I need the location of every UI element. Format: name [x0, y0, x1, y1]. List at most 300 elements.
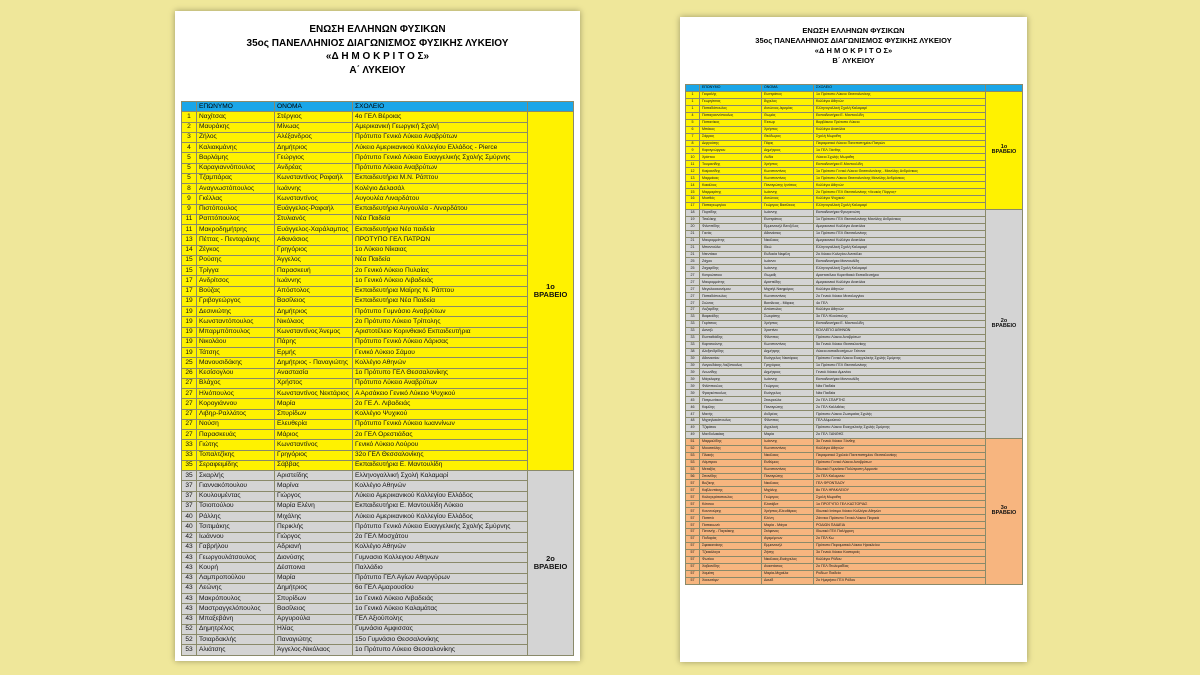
cell-rank: 25: [182, 358, 197, 368]
cell-school: Κολλέγιο Αθηνών: [814, 307, 986, 314]
table-row: [686, 272, 1023, 279]
cell-name: Χρήστος: [762, 161, 814, 168]
cell-rank: 25: [686, 265, 700, 272]
cell-school: 4ο ΓΕΛ Βέροιας: [353, 112, 528, 122]
cell-name: Σωκράτης: [762, 313, 814, 320]
cell-name: Μαρία Ελένη: [275, 501, 353, 511]
table-row: [182, 522, 574, 532]
cell-name: Μαρία: [275, 399, 353, 409]
cell-surname: Σπανίδης: [700, 473, 762, 480]
table-row: [686, 105, 1023, 112]
cell-surname: Ναχίτσας: [197, 112, 275, 122]
cell-surname: Παπαγεωργίου: [700, 202, 762, 209]
cell-surname: Ποδαράς: [700, 535, 762, 542]
cell-school: ΓΕΛ ΦΡΟΝΤΙΔΟΥ: [814, 480, 986, 487]
cell-school: 2ο Πρότυπο ΓΕΛ Θεσσαλονίκης «Λευκός Πύργος»: [814, 189, 986, 196]
cell-surname: Μουσσάλης: [700, 445, 762, 452]
cell-rank: 52: [182, 624, 197, 634]
cell-rank: 57: [686, 515, 700, 522]
cell-name: Ιδεώ: [762, 244, 814, 251]
cell-name: Χριστίνα: [762, 327, 814, 334]
table-row: [686, 355, 1023, 362]
cell-name: Πάρις: [762, 140, 814, 147]
cell-rank: 39: [686, 383, 700, 390]
cell-surname: Παπαγιαννόπουλος: [700, 112, 762, 119]
table-row: [686, 147, 1023, 154]
column-header-surname: ΕΠΩΝΥΜΟ: [700, 85, 762, 92]
cell-school: Κολλέγιο Ανατόλια: [814, 126, 986, 133]
cell-name: Ελευθερία: [275, 419, 353, 429]
cell-surname: Πετανής - Παγκάκης: [700, 529, 762, 536]
cell-school: Ελληνογαλλική Σχολή Καλαμαρί: [814, 105, 986, 112]
cell-rank: 20: [686, 223, 700, 230]
cell-rank: 46: [686, 404, 700, 411]
cell-rank: 15: [182, 255, 197, 265]
cell-name: Σπυρίδων: [275, 409, 353, 419]
cell-rank: 43: [182, 553, 197, 563]
cell-name: Νικόλαος: [762, 452, 814, 459]
table-row: [686, 556, 1023, 563]
cell-name: Δημήτριος: [762, 369, 814, 376]
cell-name: Αντώνιος: [762, 196, 814, 203]
cell-school: 4ο ΓΕΛ: [814, 300, 986, 307]
cell-rank: 39: [686, 362, 700, 369]
table-row: [182, 573, 574, 583]
cell-rank: 43: [182, 563, 197, 573]
cell-rank: 19: [182, 337, 197, 347]
cell-surname: Χαμάτη: [700, 570, 762, 577]
cell-school: Κολλέγιο Ψυχικού: [814, 196, 986, 203]
cell-rank: 57: [686, 549, 700, 556]
table-row: [686, 549, 1023, 556]
cell-surname: Κεσίσογλου: [197, 368, 275, 378]
cell-name: Δημήτριος - Παναγιώτης: [275, 358, 353, 368]
cell-surname: Μανδυλακάκη: [700, 431, 762, 438]
cell-surname: Τζιακάλογα: [700, 549, 762, 556]
cell-rank: 27: [182, 389, 197, 399]
table-row: [182, 399, 574, 409]
cell-school: Κολλέγιο Αθηνών: [814, 98, 986, 105]
table-row: [686, 577, 1023, 584]
table-row: [182, 194, 574, 204]
table-row: [686, 334, 1023, 341]
cell-school: Κολλέγιο Ψυχικού: [353, 409, 528, 419]
sheet-b-title-democritus: «Δ Η Μ Ο Κ Ρ Ι Τ Ο Σ»: [814, 46, 893, 55]
cell-school: 1ο Λύκειο Νίκαιας: [353, 245, 528, 255]
cell-surname: Σάρρας: [700, 133, 762, 140]
cell-rank: 53: [182, 645, 197, 655]
cell-name: Φίλιππος: [762, 334, 814, 341]
table-row: [182, 153, 574, 163]
cell-school: 6ο ΓΕΛ Αμαρουσίου: [353, 583, 528, 593]
cell-school: Νέα Παιδεία: [353, 255, 528, 265]
cell-school: 5ο Γενικό Λύκειο Θεσσαλονίκης: [814, 341, 986, 348]
cell-name: Περικλής: [275, 522, 353, 532]
sheet-a-title-democritus: «Δ Η Μ Ο Κ Ρ Ι Τ Ο Σ»: [325, 51, 430, 62]
table-row: [182, 501, 574, 511]
cell-school: Εκπαιδευτήρια Ε. Μαντουλίδη Λύκειο: [353, 501, 528, 511]
cell-rank: 33: [182, 450, 197, 460]
cell-rank: 5: [182, 153, 197, 163]
cell-school: Πρότυπο Γενικό Λύκειο Ιωαννίνων: [353, 419, 528, 429]
cell-school: Εκπαιδευτήρια Ε. Μαντουλίδη: [353, 460, 528, 470]
cell-rank: 43: [182, 583, 197, 593]
table-row: [182, 563, 574, 573]
cell-school: Κολλέγιο Αθηνών: [353, 481, 528, 491]
table-row: [182, 112, 574, 122]
cell-surname: Πατρωνάκου: [700, 397, 762, 404]
cell-rank: 5: [182, 173, 197, 183]
cell-rank: 27: [686, 293, 700, 300]
cell-surname: Φιλίππουλος: [700, 383, 762, 390]
table-row: [686, 563, 1023, 570]
cell-name: Παρασκευή: [275, 266, 353, 276]
cell-name: Αριστείδης: [275, 471, 353, 481]
cell-school: 2ο ΓΕΛ Πτολεμαΐδας: [814, 563, 986, 570]
cell-school: Κολέγιο Δελασάλ: [353, 184, 528, 194]
cell-name: Δαυίδ: [762, 577, 814, 584]
table-row: [182, 235, 574, 245]
cell-name: Ιωάννης: [762, 189, 814, 196]
column-header-award: [986, 85, 1023, 92]
cell-name: Νικόλαος: [275, 317, 353, 327]
cell-school: Ελληνογαλλική Σχολή Καλαμαρί: [814, 202, 986, 209]
cell-name: Κωνσταντίνος: [762, 466, 814, 473]
cell-surname: Λεώνης: [197, 583, 275, 593]
cell-rank: 14: [686, 182, 700, 189]
table-row: [686, 133, 1023, 140]
cell-surname: Βαρλάμης: [197, 153, 275, 163]
cell-school: 1ο Πρότυπο Γενικό Λύκειο Θεσσαλονίκης - Μανόλης Ανδρόνικος: [814, 168, 986, 175]
cell-rank: 33: [686, 313, 700, 320]
cell-surname: Τσιαρδακλής: [197, 635, 275, 645]
cell-school: Γενικό Λύκειο Λούρου: [353, 440, 528, 450]
cell-rank: 40: [182, 522, 197, 532]
sheet-b-results-table: [685, 84, 1023, 585]
cell-school: 1ο Πρότυπο ΓΕΛ Θεσσαλονίκης: [353, 368, 528, 378]
cell-name: Παναγιώτης Ιγνάτιος: [762, 182, 814, 189]
table-row: [686, 570, 1023, 577]
cell-surname: Ευσταθιάδης: [700, 334, 762, 341]
cell-surname: Σφακιανάκης: [700, 542, 762, 549]
cell-name: Σπυρίδων: [275, 594, 353, 604]
cell-school: Εκπαιδευτήρια Νέα παιδεία: [353, 225, 528, 235]
table-row: [686, 535, 1023, 542]
table-row: [182, 604, 574, 614]
table-row: [182, 204, 574, 214]
cell-rank: 49: [686, 424, 700, 431]
cell-school: Λύκειο εκπαιδευτήριων Γείτονα: [814, 348, 986, 355]
cell-rank: 4: [686, 112, 700, 119]
sheet-a-title-contest: 35ος ΠΑΝΕΛΛΗΝΙΟΣ ΔΙΑΓΩΝΙΣΜΟΣ ΦΥΣΙΚΗΣ ΛΥΚΕΙΟΥ: [246, 37, 509, 49]
cell-school: Εκπαιδευτήρια Μαντουλίδη: [814, 376, 986, 383]
cell-surname: Μεταξάς: [700, 466, 762, 473]
cell-rank: 11: [182, 214, 197, 224]
table-row: [686, 161, 1023, 168]
cell-name: Δημήτριος: [275, 583, 353, 593]
cell-school: 1ο Γενικό Λύκειο Καλαμάτας: [353, 604, 528, 614]
table-row: [686, 216, 1023, 223]
table-row: [182, 635, 574, 645]
cell-rank: 57: [686, 508, 700, 515]
cell-rank: 27: [686, 279, 700, 286]
cell-name: Ευάγγελος: [762, 390, 814, 397]
cell-school: Πρότυπο ΓΕΛ Αγίων Αναργύρων: [353, 573, 528, 583]
cell-surname: Κουντούρης: [700, 508, 762, 515]
cell-rank: 27: [686, 272, 700, 279]
cell-school: Πρότυπο Γενικό Λύκειο Αναβρύτων: [814, 459, 986, 466]
cell-surname: Καλιακμάνης: [197, 143, 275, 153]
cell-name: Αγγελική: [762, 424, 814, 431]
cell-surname: Κουλουμέντας: [197, 491, 275, 501]
table-row: [686, 313, 1023, 320]
table-row: [182, 214, 574, 224]
cell-school: Εκπαιδευτήρια Αυγουλέα - Λιναρδάτου: [353, 204, 528, 214]
cell-name: Γιώργος: [275, 491, 353, 501]
table-row: [686, 480, 1023, 487]
cell-name: Στυλιανός: [275, 214, 353, 224]
cell-surname: Καραγεώργιου: [700, 147, 762, 154]
cell-school: Αμερικανικό Κολλέγιο Ανατόλια: [814, 223, 986, 230]
table-row: [686, 452, 1023, 459]
table-row: [686, 168, 1023, 175]
cell-rank: 52: [686, 445, 700, 452]
cell-name: Κωνσταντίνος Ραφαήλ: [275, 173, 353, 183]
cell-school: Ιδιωτικό ΓΕΛ Παλήρροη: [814, 529, 986, 536]
table-row: [182, 409, 574, 419]
cell-name: Ευάγγελος Νεκτάριος: [762, 355, 814, 362]
cell-surname: Κοροyιάννου: [197, 399, 275, 409]
column-header-rank: [686, 85, 700, 92]
cell-rank: 17: [182, 276, 197, 286]
cell-school: Ιδιωτικό Γυμνάσιο Πολύτροπη Αρμονία: [814, 466, 986, 473]
table-row: [182, 594, 574, 604]
table-row: [182, 368, 574, 378]
cell-surname: Γεωργουλάτσουλος: [197, 553, 275, 563]
table-row: [182, 419, 574, 429]
cell-name: Κωνσταντίνος Άνεμος: [275, 327, 353, 337]
cell-rank: 19: [182, 307, 197, 317]
cell-rank: 35: [182, 471, 197, 481]
results-sheet-a-lykeiou: [175, 11, 580, 661]
cell-name: Μαρία-Μιχαέλα: [762, 570, 814, 577]
table-row: [182, 163, 574, 173]
table-row: [182, 624, 574, 634]
cell-rank: 21: [686, 230, 700, 237]
cell-name: Κωνσταντίνος: [275, 194, 353, 204]
cell-school: 3ο ΓΕΛ Ηλιούπολης: [814, 313, 986, 320]
cell-name: Ερμής: [275, 348, 353, 358]
table-row: [686, 202, 1023, 209]
cell-rank: 18: [686, 209, 700, 216]
cell-surname: Αλιάτσης: [197, 645, 275, 655]
table-row: [182, 296, 574, 306]
cell-name: Χρήστος-Ελευθέριος: [762, 508, 814, 515]
cell-name: Γεώργιος: [762, 383, 814, 390]
cell-school: Ελληνογαλλική Σχολή Καλαμαρί: [353, 471, 528, 481]
table-row: [182, 440, 574, 450]
cell-rank: 57: [686, 487, 700, 494]
cell-surname: Βαφειάδης: [700, 313, 762, 320]
cell-name: Αναστάσιος: [762, 563, 814, 570]
table-row: [686, 244, 1023, 251]
table-row: [686, 119, 1023, 126]
cell-name: Κωνσταντίνος: [275, 440, 353, 450]
cell-school: 2ο ΓΕ.Λ. Λιβαδειάς: [353, 399, 528, 409]
table-row: [686, 237, 1023, 244]
table-row: [686, 223, 1023, 230]
cell-school: 8ο ΓΕΛ ΗΡΑΚΛΕΙΟΥ: [814, 487, 986, 494]
cell-rank: 5: [182, 163, 197, 173]
cell-surname: Λεωνίδης: [700, 369, 762, 376]
cell-name: Θωμαΐς: [762, 272, 814, 279]
cell-rank: 27: [182, 419, 197, 429]
cell-rank: 8: [182, 184, 197, 194]
cell-surname: Λαγουδάκης Λαζόπουλος: [700, 362, 762, 369]
cell-surname: Λάμπρου: [700, 459, 762, 466]
cell-surname: Αναγνωστόπουλος: [197, 184, 275, 194]
sheet-a-results-table: [181, 101, 574, 656]
cell-rank: 47: [686, 411, 700, 418]
table-row: [686, 209, 1023, 216]
cell-surname: Ρούσης: [197, 255, 275, 265]
cell-name: Βασίλειος: [275, 296, 353, 306]
cell-rank: 53: [686, 452, 700, 459]
cell-surname: Μπαντούλα: [700, 244, 762, 251]
cell-name: Γεώργιος: [762, 494, 814, 501]
cell-surname: Βλάχος: [197, 378, 275, 388]
cell-school: Κολλέγιο Αθηνών: [814, 182, 986, 189]
cell-name: Νικόλαος: [762, 237, 814, 244]
cell-surname: Χαουσάμν: [700, 577, 762, 584]
cell-name: Μαρία: [275, 573, 353, 583]
table-row: [686, 438, 1023, 445]
table-row: [182, 460, 574, 470]
table-row: [686, 397, 1023, 404]
cell-rank: 48: [686, 418, 700, 425]
cell-surname: Γιαμαλής: [700, 91, 762, 98]
cell-rank: 10: [686, 154, 700, 161]
cell-surname: Γιώτης: [197, 440, 275, 450]
table-row: [686, 140, 1023, 147]
table-row: [182, 266, 574, 276]
cell-school: Εκπαιδευτήρια Μαίρης Ν. Ράπτου: [353, 286, 528, 296]
table-row: [686, 300, 1023, 307]
cell-surname: Φραγκόπουλος: [700, 390, 762, 397]
cell-name: Ευδοκία Νεφέλη: [762, 251, 814, 258]
cell-rank: 57: [686, 522, 700, 529]
cell-surname: Κατριώτσιου: [700, 272, 762, 279]
award-label: 2ο ΒΡΑΒΕΙΟ: [528, 471, 574, 656]
cell-school: Πρότυπο Γενικό Λύκειο Ευαγγελικής Σχολής Σμύρνης: [353, 522, 528, 532]
cell-school: 2ο Πρότυπο Λύκειο Τρίπολης: [353, 317, 528, 327]
cell-school: Αυγουλέα Λιναρδάτου: [353, 194, 528, 204]
table-row: [686, 404, 1023, 411]
cell-name: Ιωάννης: [762, 209, 814, 216]
cell-name: Αγαμέμνων: [762, 535, 814, 542]
table-row: [182, 327, 574, 337]
cell-surname: Μαυράκης: [197, 122, 275, 132]
cell-school: 15ο Γυμνάσιο Θεσσαλονίκης: [353, 635, 528, 645]
cell-name: Χρήστος: [762, 320, 814, 327]
cell-rank: 49: [686, 431, 700, 438]
cell-name: Διονύσης: [275, 553, 353, 563]
cell-rank: 39: [686, 390, 700, 397]
cell-surname: Φωτίου: [700, 556, 762, 563]
cell-school: Εκπαιδευτήρια Ε.Μαντουλίδη: [814, 161, 986, 168]
column-header-surname: ΕΠΩΝΥΜΟ: [197, 102, 275, 112]
sheet-b-header-row: [686, 85, 1023, 92]
sheet-b-title-union: ΕΝΩΣΗ ΕΛΛΗΝΩΝ ΦΥΣΙΚΩΝ: [802, 26, 905, 35]
cell-school: Πρότυπο Λύκειο Αναβρύτων: [814, 334, 986, 341]
cell-name: Ιωάννης: [762, 438, 814, 445]
cell-rank: 37: [182, 491, 197, 501]
cell-surname: Μιχαηλακόπουλος: [700, 418, 762, 425]
table-row: [686, 473, 1023, 480]
cell-school: Πρότυπο Λύκειο Αναβρύτων: [353, 163, 528, 173]
cell-surname: Τοπαλτζίκης: [197, 450, 275, 460]
cell-school: 2ο ΓΕΛ Καλυμνου: [814, 473, 986, 480]
cell-name: Ζήσης: [762, 549, 814, 556]
cell-school: Γενικό Λύκειο Αμυνίου: [814, 369, 986, 376]
table-row: [686, 411, 1023, 418]
cell-school: Κολλέγιο Ρόδου: [814, 556, 986, 563]
cell-name: Ευάγγελος-Χαράλαμπος: [275, 225, 353, 235]
table-row: [182, 378, 574, 388]
award-label: 2ο ΒΡΑΒΕΙΟ: [986, 209, 1023, 438]
cell-school: 2ο ΓΕΛ Κω: [814, 535, 986, 542]
cell-surname: Πορτίδης: [700, 209, 762, 216]
cell-rank: 9: [182, 204, 197, 214]
award-label: 1ο ΒΡΑΒΕΙΟ: [986, 91, 1023, 209]
cell-surname: Γεωργίτσας: [700, 98, 762, 105]
cell-name: Νικόλαος-Ευάγγελος: [762, 556, 814, 563]
cell-name: Μαρίνα: [275, 481, 353, 491]
cell-name: Ευστράτιος: [762, 216, 814, 223]
table-row: [182, 614, 574, 624]
table-row: [182, 255, 574, 265]
cell-name: Γρηγόριος: [275, 245, 353, 255]
cell-rank: 53: [686, 459, 700, 466]
cell-school: Πρότυπο Λύκειο Αναβρύτων: [353, 378, 528, 388]
sheet-b-title-grade: Β΄ ΛΥΚΕΙΟΥ: [832, 56, 875, 65]
cell-surname: Καβλεντάκης: [700, 487, 762, 494]
cell-school: Νέα Παιδεία: [353, 214, 528, 224]
cell-name: Πάρης: [275, 337, 353, 347]
cell-surname: Τσιτιμάκης: [197, 522, 275, 532]
cell-school: Αριστοτέλειο Κορινθιακό Εκπαιδευτήρια: [353, 327, 528, 337]
cell-rank: 6: [686, 126, 700, 133]
cell-surname: Ράλλης: [197, 512, 275, 522]
cell-name: Ευστράτιος: [762, 91, 814, 98]
cell-school: 2ο ΓΕΛ Ορεστιάδας: [353, 430, 528, 440]
table-row: [182, 225, 574, 235]
cell-surname: Μαυρομμάτης: [700, 237, 762, 244]
cell-name: Γεώργιος: [275, 153, 353, 163]
cell-name: Άγγελος-Νικόλαος: [275, 645, 353, 655]
cell-name: Αδριανή: [275, 542, 353, 552]
cell-surname: Τσαλίκης: [700, 216, 762, 223]
cell-name: Παναγιώτης: [762, 404, 814, 411]
cell-school: Α Αρσάκειο Γενικό Λύκειο Ψυχικού: [353, 389, 528, 399]
cell-rank: 14: [182, 245, 197, 255]
cell-name: Ιωάννης: [275, 184, 353, 194]
cell-rank: 43: [182, 542, 197, 552]
cell-school: 2ο ΓΕΛ ΣΠΑΡΤΗΣ: [814, 397, 986, 404]
cell-surname: Βούζας: [197, 286, 275, 296]
cell-surname: Μπαρμπόπουλος: [197, 327, 275, 337]
cell-surname: Μυσθός: [700, 196, 762, 203]
